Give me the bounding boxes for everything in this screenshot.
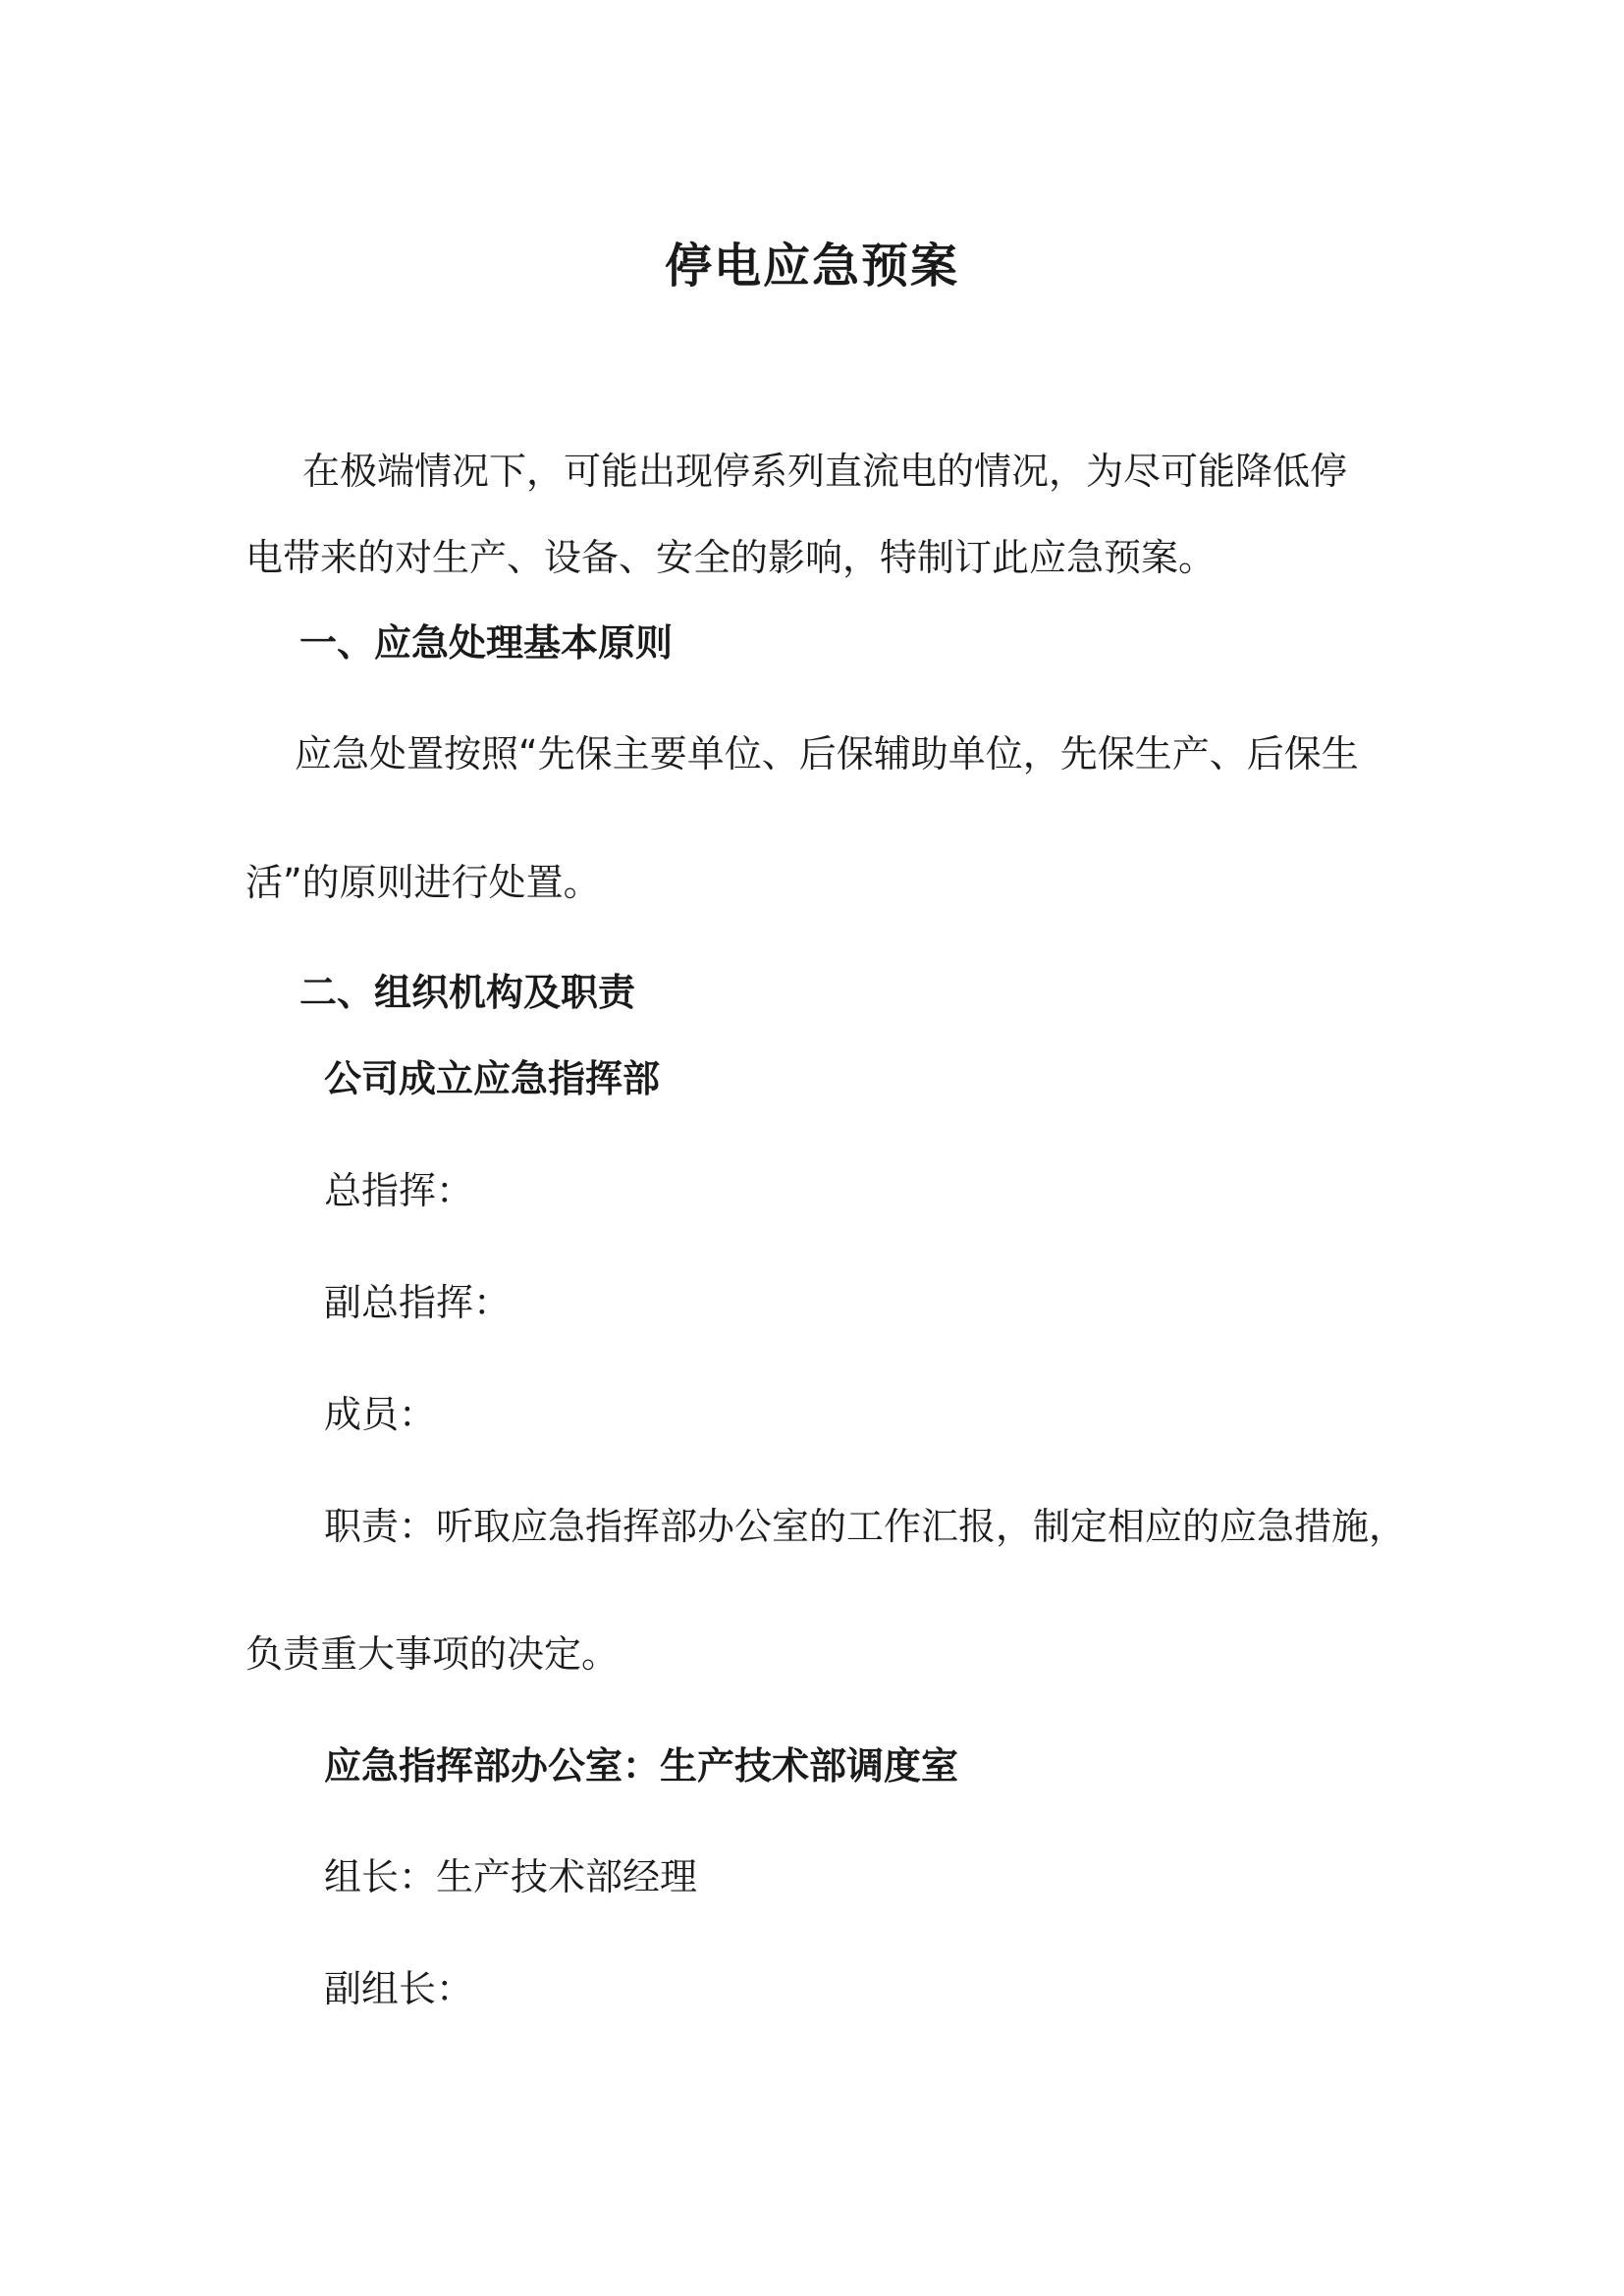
document-title: 停电应急预案 (664, 239, 959, 294)
leader-label: 组长：生产技术部经理 (324, 1855, 698, 1898)
deputy-leader-label: 副组长： (324, 1967, 474, 2010)
command-heading: 公司成立应急指挥部 (324, 1057, 661, 1100)
intro-line-2: 电带来的对生产、设备、安全的影响，特制订此应急预案。 (245, 536, 1217, 579)
section2-heading: 二、组织机构及职责 (299, 971, 636, 1014)
intro-line-1: 在极端情况下，可能出现停系列直流电的情况，为尽可能降低停 (302, 450, 1348, 493)
section1-line-2: 活”的原则进行处置。 (245, 861, 601, 904)
section1-heading: 一、应急处理基本原则 (299, 621, 674, 665)
members-label: 成员： (324, 1393, 437, 1436)
duty-line-1: 职责：听取应急指挥部办公室的工作汇报，制定相应的应急措施， (324, 1505, 1407, 1548)
chief-label: 总指挥： (324, 1169, 474, 1212)
duty-line-2: 负责重大事项的决定。 (245, 1632, 620, 1676)
deputy-chief-label: 副总指挥： (324, 1281, 512, 1324)
office-heading: 应急指挥部办公室：生产技术部调度室 (324, 1744, 959, 1788)
section1-line-1: 应急处置按照“先保主要单位、后保辅助单位，先保生产、后保生 (295, 732, 1359, 775)
